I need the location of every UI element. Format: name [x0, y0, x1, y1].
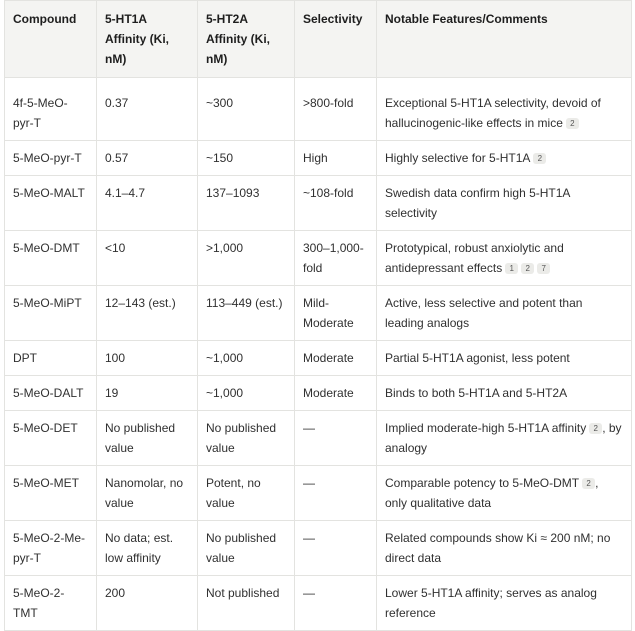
table-row	[5, 341, 632, 376]
comment-text: Swedish data confirm high 5-HT1A selectivity	[385, 186, 570, 220]
comment-text: Related compounds show Ki ≈ 200 nM; no direct data	[385, 531, 611, 565]
citation-badge[interactable]: 2	[521, 263, 534, 274]
ht1a-affinity-cell: 19	[97, 376, 198, 411]
header-compound: Compound	[5, 1, 97, 78]
comment-text: Comparable potency to 5-MeO-DMT	[385, 476, 580, 490]
ht1a-affinity-cell: Nanomolar, no value	[97, 466, 198, 521]
citation-badge[interactable]: 2	[582, 478, 595, 489]
ht1a-affinity-cell: <10	[97, 231, 198, 286]
table-body	[5, 78, 632, 631]
table-row	[5, 78, 632, 141]
ht2a-affinity-cell: ~150	[198, 141, 295, 176]
comment-cell	[377, 411, 632, 466]
ht2a-affinity-cell: Potent, no value	[198, 466, 295, 521]
ht1a-affinity-cell: 0.57	[97, 141, 198, 176]
comment-cell	[377, 141, 632, 176]
ht2a-affinity-cell: >1,000	[198, 231, 295, 286]
comment-text: Lower 5-HT1A affinity; serves as analog reference	[385, 586, 597, 620]
ht1a-affinity-cell: 100	[97, 341, 198, 376]
comment-cell	[377, 466, 632, 521]
comment-cell	[377, 576, 632, 631]
ht2a-affinity-cell: ~1,000	[198, 376, 295, 411]
selectivity-cell: ~108-fold	[295, 176, 377, 231]
citation-badge[interactable]: 2	[533, 153, 546, 164]
compound-cell: 5-MeO-2-TMT	[5, 576, 97, 631]
ht2a-affinity-cell: ~1,000	[198, 341, 295, 376]
table-row	[5, 231, 632, 286]
selectivity-cell: Moderate	[295, 376, 377, 411]
comment-text: Implied moderate-high 5-HT1A affinity	[385, 421, 587, 435]
table-row	[5, 411, 632, 466]
comment-text: Exceptional 5-HT1A selectivity, devoid of hallucinogenic-like effects in mice	[385, 96, 601, 130]
comment-text: Active, less selective and potent than leading analogs	[385, 296, 583, 330]
selectivity-cell: Moderate	[295, 341, 377, 376]
table-row	[5, 521, 632, 576]
ht1a-affinity-cell: No published value	[97, 411, 198, 466]
comment-cell	[377, 286, 632, 341]
comment-text: Highly selective for 5-HT1A	[385, 151, 531, 165]
compound-cell: 5-MeO-DALT	[5, 376, 97, 411]
citation-badge[interactable]: 2	[589, 423, 602, 434]
compound-cell: 5-MeO-pyr-T	[5, 141, 97, 176]
table-row	[5, 176, 632, 231]
comment-cell	[377, 341, 632, 376]
selectivity-cell: —	[295, 521, 377, 576]
comment-cell	[377, 376, 632, 411]
ht1a-affinity-cell: No data; est. low affinity	[97, 521, 198, 576]
comment-cell	[377, 521, 632, 576]
compound-cell: DPT	[5, 341, 97, 376]
compound-cell: 5-MeO-DET	[5, 411, 97, 466]
table-row	[5, 376, 632, 411]
selectivity-cell: Mild-Moderate	[295, 286, 377, 341]
ht2a-affinity-cell: No published value	[198, 411, 295, 466]
selectivity-cell: —	[295, 411, 377, 466]
selectivity-cell: —	[295, 466, 377, 521]
comment-cell	[377, 78, 632, 141]
header-ht2a-affinity: 5-HT2A Affinity (Ki, nM)	[198, 1, 295, 78]
table-row	[5, 576, 632, 631]
ht1a-affinity-cell: 0.37	[97, 78, 198, 141]
ht1a-affinity-cell: 12–143 (est.)	[97, 286, 198, 341]
selectivity-cell: —	[295, 576, 377, 631]
comment-text: Binds to both 5-HT1A and 5-HT2A	[385, 386, 568, 400]
selectivity-cell: High	[295, 141, 377, 176]
comment-text-after: , only qualitative data	[385, 476, 599, 510]
comment-text-after: , by analogy	[385, 421, 622, 455]
header-row	[5, 1, 632, 78]
compound-cell: 5-MeO-DMT	[5, 231, 97, 286]
table-row	[5, 141, 632, 176]
header-comments: Notable Features/Comments	[377, 1, 632, 78]
comment-text: Partial 5-HT1A agonist, less potent	[385, 351, 570, 365]
ht2a-affinity-cell: 113–449 (est.)	[198, 286, 295, 341]
table-row	[5, 286, 632, 341]
ht2a-affinity-cell: No published value	[198, 521, 295, 576]
compound-cell: 5-MeO-MALT	[5, 176, 97, 231]
ht2a-affinity-cell: 137–1093	[198, 176, 295, 231]
ht2a-affinity-cell: Not published	[198, 576, 295, 631]
affinity-table	[4, 0, 632, 631]
selectivity-cell: 300–1,000-fold	[295, 231, 377, 286]
ht2a-affinity-cell: ~300	[198, 78, 295, 141]
table-row	[5, 466, 632, 521]
selectivity-cell: >800-fold	[295, 78, 377, 141]
citation-badge[interactable]: 1	[505, 263, 518, 274]
ht1a-affinity-cell: 200	[97, 576, 198, 631]
comment-text: Prototypical, robust anxiolytic and antidepressant effects	[385, 241, 564, 275]
citation-badge[interactable]: 7	[537, 263, 550, 274]
comment-cell	[377, 176, 632, 231]
compound-cell: 5-MeO-MET	[5, 466, 97, 521]
ht1a-affinity-cell: 4.1–4.7	[97, 176, 198, 231]
header-selectivity: Selectivity	[295, 1, 377, 78]
compound-cell: 5-MeO-2-Me-pyr-T	[5, 521, 97, 576]
compound-cell: 5-MeO-MiPT	[5, 286, 97, 341]
comment-cell	[377, 231, 632, 286]
compound-cell: 4f-5-MeO-pyr-T	[5, 78, 97, 141]
header-ht1a-affinity: 5-HT1A Affinity (Ki, nM)	[97, 1, 198, 78]
citation-badge[interactable]: 2	[566, 118, 579, 129]
